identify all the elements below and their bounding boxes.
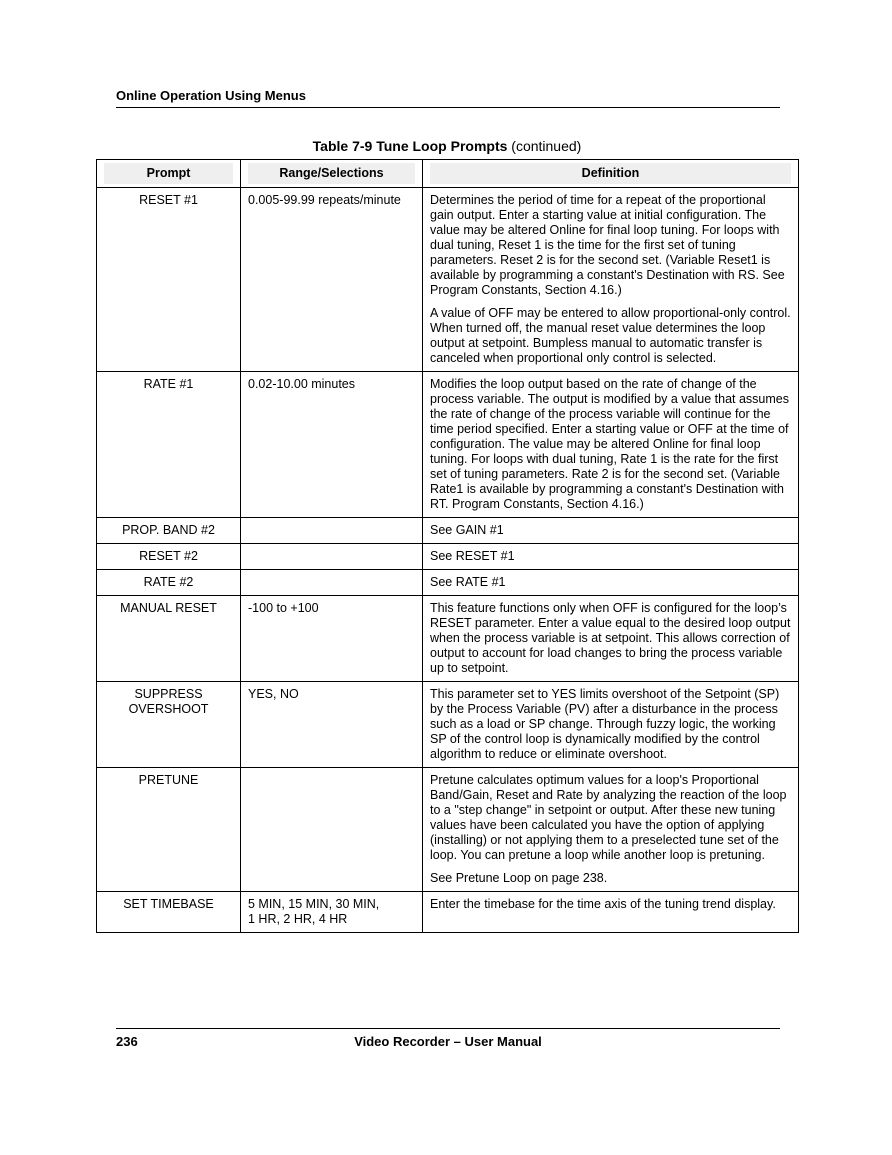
definition-paragraph: Determines the period of time for a repeat of the proportional gain output. Enter a starting value at initial configuration. The value may be altered Online for final loop tuning. For loops with dual tuning, Reset 1 is the time for the first set of tuning parameters. Reset 2 is for the second set. (Variable Reset1 is available by programming a constant's Destination with RS. See Program Constants, Section 4.16.): [430, 193, 785, 297]
definition-cell: [423, 596, 799, 682]
table-row: [97, 518, 799, 544]
prompt-cell: PRETUNE: [97, 768, 241, 892]
range-cell: 0.005-99.99 repeats/minute: [241, 188, 423, 372]
prompt-cell: RESET #1: [97, 188, 241, 372]
page-number: 236: [116, 1034, 138, 1049]
definition-cell: [423, 188, 799, 372]
definition-paragraph: See RESET #1: [430, 549, 515, 563]
footer-title: Video Recorder – User Manual: [354, 1034, 542, 1049]
definition-paragraph: Modifies the loop output based on the rate of change of the process variable. The output is modified by a value that assumes the rate of change of the process variable will continue for the time period specified. Enter a starting value or OFF at the time of configuration. The value may be altered Online for final loop tuning. For loops with dual tuning, Rate 1 is the rate for the first set of tuning parameters. Rate 2 is for the second set. (Variable Rate1 is available by programming a constant's Destination with RT. Program Constants, Section 4.16.): [430, 377, 789, 511]
definition-cell: [423, 682, 799, 768]
prompt-cell: MANUAL RESET: [97, 596, 241, 682]
prompt-cell: SET TIMEBASE: [97, 892, 241, 933]
table-caption-continued: (continued): [507, 138, 582, 154]
range-cell: YES, NO: [241, 682, 423, 768]
table-caption-bold: Table 7-9 Tune Loop Prompts: [312, 138, 508, 154]
table-row: [97, 596, 799, 682]
definition-cell: [423, 518, 799, 544]
definition-cell: [423, 372, 799, 518]
table-row: [97, 892, 799, 933]
definition-cell: [423, 768, 799, 892]
range-cell: [241, 768, 423, 892]
prompt-cell: SUPPRESS OVERSHOOT: [97, 682, 241, 768]
prompt-cell: RATE #1: [97, 372, 241, 518]
prompt-cell: RESET #2: [97, 544, 241, 570]
definition-cell: [423, 544, 799, 570]
running-header: Online Operation Using Menus: [116, 88, 780, 108]
definition-paragraph: A value of OFF may be entered to allow proportional-only control. When turned off, the manual reset value determines the loop output at setpoint. Bumpless manual to automatic transfer is canceled when proportional only control is selected.: [430, 306, 791, 365]
column-header-prompt: Prompt: [97, 160, 241, 188]
table-row: [97, 188, 799, 372]
page-footer: [116, 1028, 780, 1049]
definition-cell: [423, 892, 799, 933]
range-cell: 0.02-10.00 minutes: [241, 372, 423, 518]
table-row: [97, 570, 799, 596]
table-row: [97, 682, 799, 768]
range-cell: [241, 518, 423, 544]
table-row: [97, 372, 799, 518]
range-cell: 5 MIN, 15 MIN, 30 MIN, 1 HR, 2 HR, 4 HR: [241, 892, 423, 933]
range-cell: -100 to +100: [241, 596, 423, 682]
table-header-row: [97, 160, 799, 188]
definition-paragraph: See RATE #1: [430, 575, 506, 589]
definition-paragraph: This parameter set to YES limits overshoot of the Setpoint (SP) by the Process Variable (PV) after a disturbance in the process such as a load or SP change. Through fuzzy logic, the working SP of the control loop is dynamically modified by the control algorithm to reduce or eliminate overshoot.: [430, 687, 780, 761]
definition-paragraph: Enter the timebase for the time axis of the tuning trend display.: [430, 897, 776, 911]
table-caption: [96, 138, 798, 154]
table-row: [97, 768, 799, 892]
column-header-range: Range/Selections: [241, 160, 423, 188]
definition-paragraph: This feature functions only when OFF is configured for the loop’s RESET parameter. Enter a value equal to the desired loop output when the process variable is at setpoint. This allows correction of output to account for load changes to bring the process variable up to setpoint.: [430, 601, 791, 675]
definition-paragraph: Pretune calculates optimum values for a loop's Proportional Band/Gain, Reset and Rate by analyzing the reaction of the loop to a "step change" in setpoint or output. After these new tuning values have been calculated you have the option of applying (installing) or not applying them to a preselected tune set of the loop. You can pretune a loop while another loop is pretuning.: [430, 773, 787, 862]
tune-loop-prompts-table: [96, 159, 799, 933]
range-cell: [241, 570, 423, 596]
definition-paragraph: See GAIN #1: [430, 523, 504, 537]
table-row: [97, 544, 799, 570]
range-cell: [241, 544, 423, 570]
prompt-cell: RATE #2: [97, 570, 241, 596]
definition-cell: [423, 570, 799, 596]
prompt-cell: PROP. BAND #2: [97, 518, 241, 544]
definition-paragraph: See Pretune Loop on page 238.: [430, 871, 608, 885]
column-header-definition: Definition: [423, 160, 799, 188]
